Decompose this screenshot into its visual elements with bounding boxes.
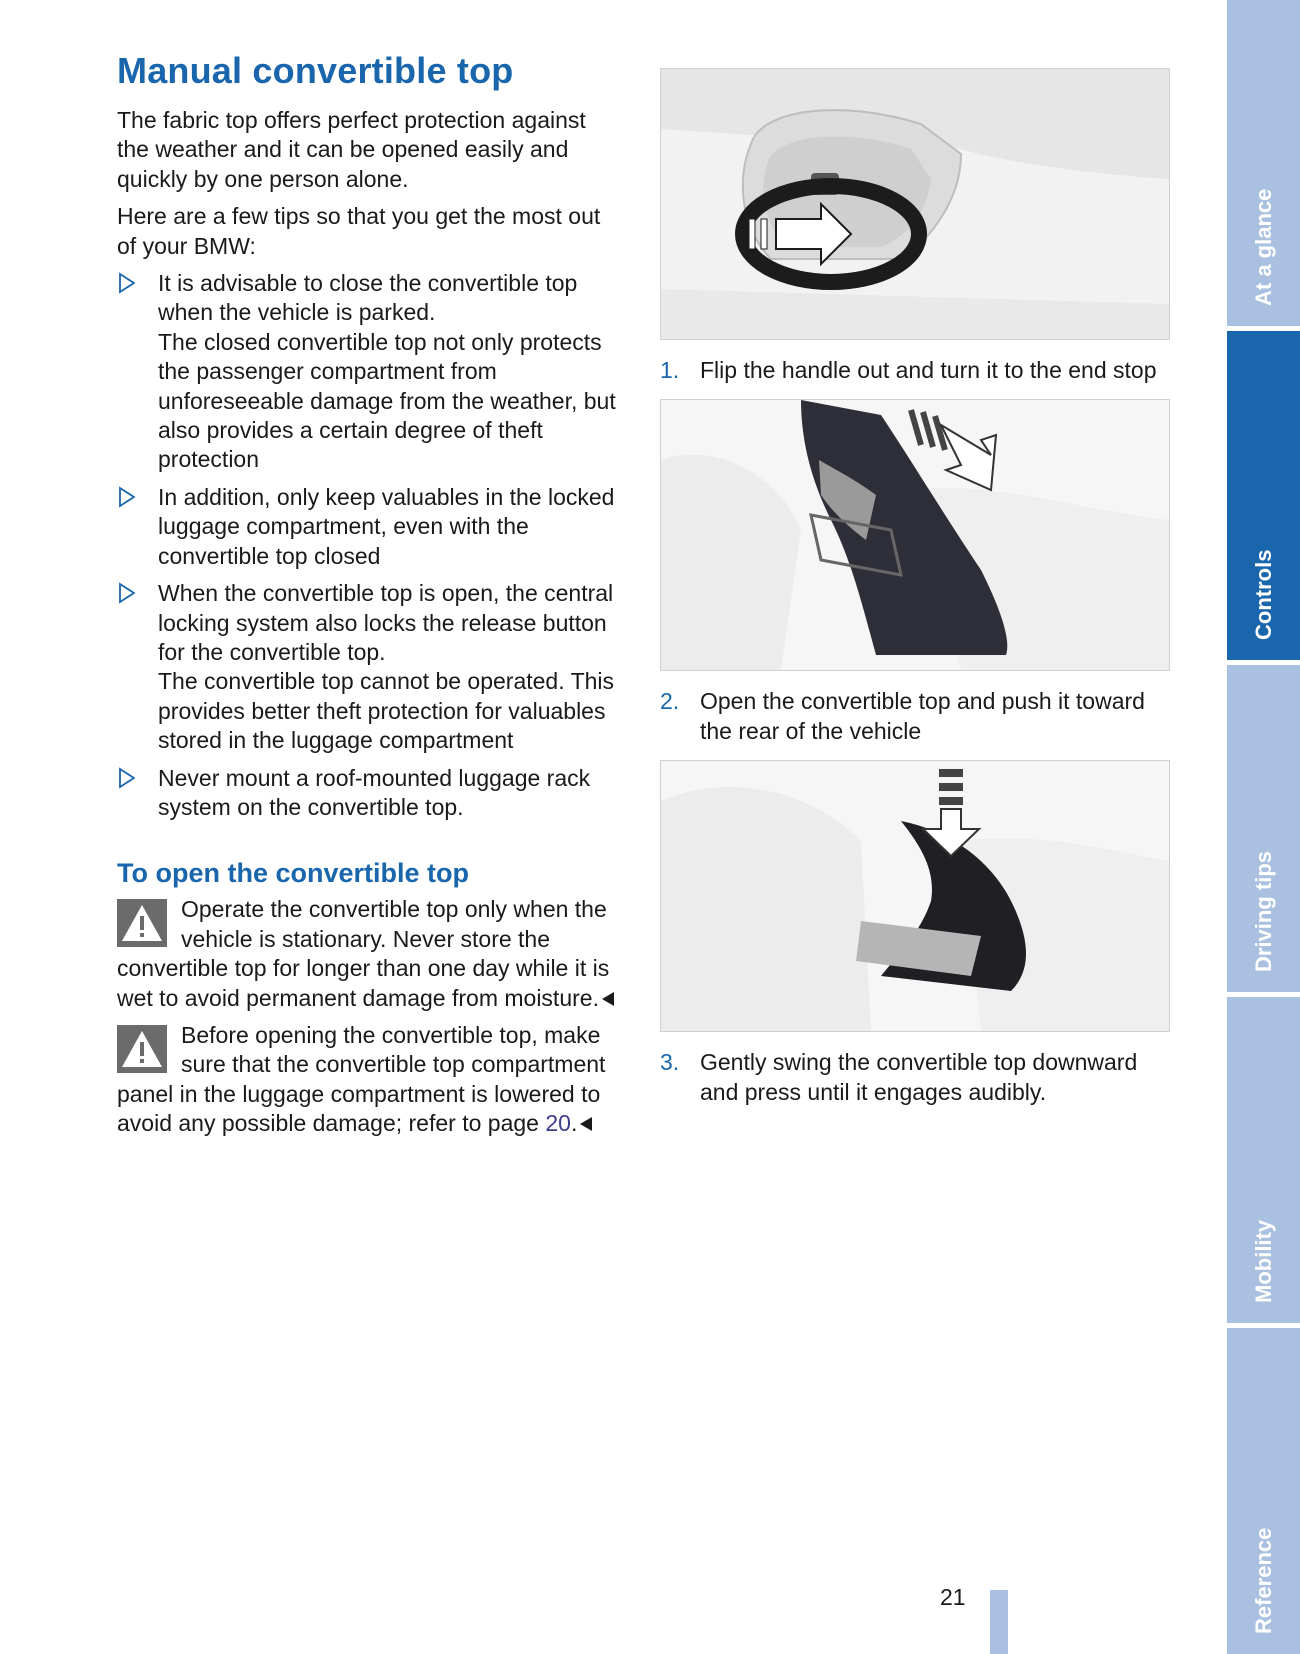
list-item bbox=[117, 483, 622, 571]
side-tab-at-a-glance[interactable] bbox=[1227, 0, 1300, 326]
step-number: 3. bbox=[660, 1049, 680, 1076]
tips-list bbox=[117, 269, 622, 822]
warning-icon bbox=[117, 1025, 167, 1073]
warning-text: Before opening the convertible top, make sure that the convertible top compartment panel in the luggage compartment is lowered to avoid any possible damage; refer to page bbox=[117, 1021, 606, 1137]
side-tab-driving-tips[interactable] bbox=[1227, 665, 1300, 992]
end-mark-icon bbox=[601, 991, 615, 1007]
side-tab-label: At a glance bbox=[1250, 188, 1276, 306]
step-3 bbox=[660, 1048, 1168, 1107]
side-tab-controls[interactable] bbox=[1227, 331, 1300, 660]
side-tab-label: Mobility bbox=[1250, 1219, 1276, 1303]
intro-paragraph-2: Here are a few tips so that you get the most out of your BMW: bbox=[117, 203, 601, 259]
right-column bbox=[660, 68, 1168, 1121]
list-item bbox=[117, 764, 622, 823]
warning-text-end: . bbox=[570, 1110, 578, 1137]
tip-detail: The convertible top cannot be operated. This provides better theft protection for valuables stored in the luggage compartment bbox=[158, 668, 615, 754]
page-marker-bar bbox=[990, 1590, 1008, 1654]
list-item bbox=[117, 579, 622, 755]
side-tab-label: Controls bbox=[1250, 549, 1276, 640]
warning-text: Operate the convertible top only when the vehicle is stationary. Never store the convertible top for longer than one day while it is wet to avoid permanent damage from moisture. bbox=[117, 896, 610, 1011]
step-text: Open the convertible top and push it toward the rear of the vehicle bbox=[700, 688, 1145, 744]
side-tab-label: Reference bbox=[1250, 1527, 1276, 1634]
tip-lead: In addition, only keep valuables in the locked luggage compartment, even with the convertible top closed bbox=[158, 483, 615, 569]
section-heading-open: To open the convertible top bbox=[117, 858, 470, 889]
triangle-bullet-icon bbox=[119, 486, 135, 508]
intro-paragraph-1: The fabric top offers perfect protection against the weather and it can be opened easily and quickly by one person alone. bbox=[117, 107, 586, 192]
tip-lead: Never mount a roof-mounted luggage rack system on the convertible top. bbox=[158, 764, 591, 820]
figure-open-top-illustration bbox=[660, 399, 1170, 671]
tip-lead: When the convertible top is open, the central locking system also locks the release button for the convertible top. bbox=[158, 580, 614, 665]
triangle-bullet-icon bbox=[119, 767, 135, 789]
side-tab-label: Driving tips bbox=[1250, 850, 1276, 972]
page-number: 21 bbox=[940, 1584, 966, 1610]
left-column bbox=[117, 50, 622, 1147]
open-top-illustration bbox=[661, 400, 1169, 670]
side-tab-reference[interactable] bbox=[1227, 1328, 1300, 1654]
triangle-bullet-icon bbox=[119, 582, 135, 604]
step-number: 1. bbox=[660, 357, 680, 383]
handle-illustration bbox=[661, 69, 1169, 339]
step-number: 2. bbox=[660, 688, 680, 715]
figure-handle-illustration bbox=[660, 68, 1170, 340]
warning-note-2 bbox=[117, 1021, 622, 1139]
figure-swing-down-illustration bbox=[660, 760, 1170, 1032]
tip-lead: It is advisable to close the convertible top when the vehicle is parked. bbox=[158, 270, 578, 326]
warning-note-1 bbox=[117, 895, 622, 1013]
end-mark-icon bbox=[579, 1116, 593, 1132]
step-2 bbox=[660, 687, 1168, 746]
warning-icon bbox=[117, 899, 167, 947]
triangle-bullet-icon bbox=[119, 272, 135, 294]
page-reference-link[interactable]: 20 bbox=[545, 1110, 571, 1137]
side-tab-strip bbox=[1227, 0, 1300, 1654]
step-text: Gently swing the convertible top downward and press until it engages audibly. bbox=[700, 1049, 1138, 1105]
tip-detail: The closed convertible top not only protects the passenger compartment from unforeseeable damage from the weather, but also provides a certain degree of theft protection bbox=[158, 328, 616, 473]
step-1 bbox=[660, 356, 1168, 385]
swing-down-illustration bbox=[661, 761, 1169, 1031]
side-tab-mobility[interactable] bbox=[1227, 997, 1300, 1323]
page-title: Manual convertible top bbox=[117, 50, 514, 91]
list-item bbox=[117, 269, 622, 475]
step-text: Flip the handle out and turn it to the end stop bbox=[700, 357, 1157, 383]
